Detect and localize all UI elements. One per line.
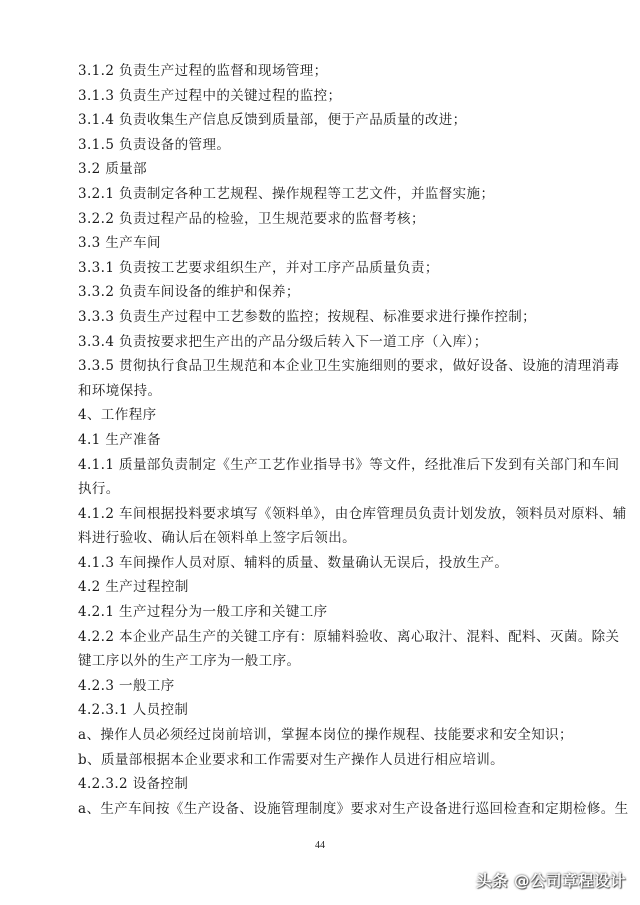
text-line: 4.2.2 本企业产品生产的关键工序有：原辅料验收、离心取汁、混料、配料、灭菌。除关 xyxy=(78,628,620,645)
text-line: 4.1.3 车间操作人员对原、辅料的质量、数量确认无误后，投放生产。 xyxy=(78,554,509,571)
text-line: 键工序以外的生产工序为一般工序。 xyxy=(78,653,301,670)
section-heading: 4.2 生产过程控制 xyxy=(78,579,189,596)
text-line: a、操作人员必须经过岗前培训，掌握本岗位的操作规程、技能要求和安全知识； xyxy=(78,727,573,744)
text-line: 3.3.4 负责按要求把生产出的产品分级后转入下一道工序（入库）； xyxy=(78,333,488,350)
page-number: 44 xyxy=(315,840,325,851)
section-heading: 4.2.3 一般工序 xyxy=(78,677,175,694)
text-line: 3.2.2 负责过程产品的检验，卫生规范要求的监督考核； xyxy=(78,210,425,227)
text-line: 3.3.1 负责按工艺要求组织生产，并对工序产品质量负责； xyxy=(78,259,439,276)
text-line: 4.1.1 质量部负责制定《生产工艺作业指导书》等文件，经批准后下发到有关部门和车间 xyxy=(78,456,620,473)
section-heading: 4.1 生产准备 xyxy=(78,431,161,448)
text-line: 3.3.5 贯彻执行食品卫生规范和本企业卫生实施细则的要求，做好设备、设施的清理消毒 xyxy=(78,358,620,375)
text-line: a、生产车间按《生产设备、设施管理制度》要求对生产设备进行巡回检查和定期检修。生 xyxy=(78,800,629,817)
section-heading: 4、工作程序 xyxy=(78,407,157,424)
text-line: 执行。 xyxy=(78,481,120,498)
section-heading: 3.3 生产车间 xyxy=(78,235,161,252)
text-line: 3.1.3 负责生产过程中的关键过程的监控； xyxy=(78,87,342,104)
text-line: 3.1.5 负责设备的管理。 xyxy=(78,136,231,153)
text-line: 料进行验收、确认后在领料单上签字后领出。 xyxy=(78,530,356,547)
text-line: 3.3.3 负责生产过程中工艺参数的监控；按规程、标准要求进行操作控制； xyxy=(78,308,537,325)
section-heading: 4.2.3.1 人员控制 xyxy=(78,702,189,719)
text-line: 3.1.4 负责收集生产信息反馈到质量部，便于产品质量的改进； xyxy=(78,112,467,129)
text-line: 3.1.2 负责生产过程的监督和现场管理； xyxy=(78,63,328,79)
text-line: 和环境保持。 xyxy=(78,382,162,399)
section-heading: 3.2 质量部 xyxy=(78,161,148,178)
text-line: 3.2.1 负责制定各种工艺规程、操作规程等工艺文件，并监督实施； xyxy=(78,185,495,202)
watermark: 头条 @公司章程设计 xyxy=(476,872,626,890)
text-line: b、质量部根据本企业要求和工作需要对生产操作人员进行相应培训。 xyxy=(78,751,505,768)
text-line: 4.1.2 车间根据投料要求填写《领料单》，由仓库管理员负责计划发放，领料员对原料、辅 xyxy=(78,505,627,522)
text-line: 4.2.1 生产过程分为一般工序和关键工序 xyxy=(78,604,328,621)
document-body xyxy=(78,59,629,821)
text-line: 3.3.2 负责车间设备的维护和保养； xyxy=(78,284,300,301)
section-heading: 4.2.3.2 设备控制 xyxy=(78,776,189,793)
